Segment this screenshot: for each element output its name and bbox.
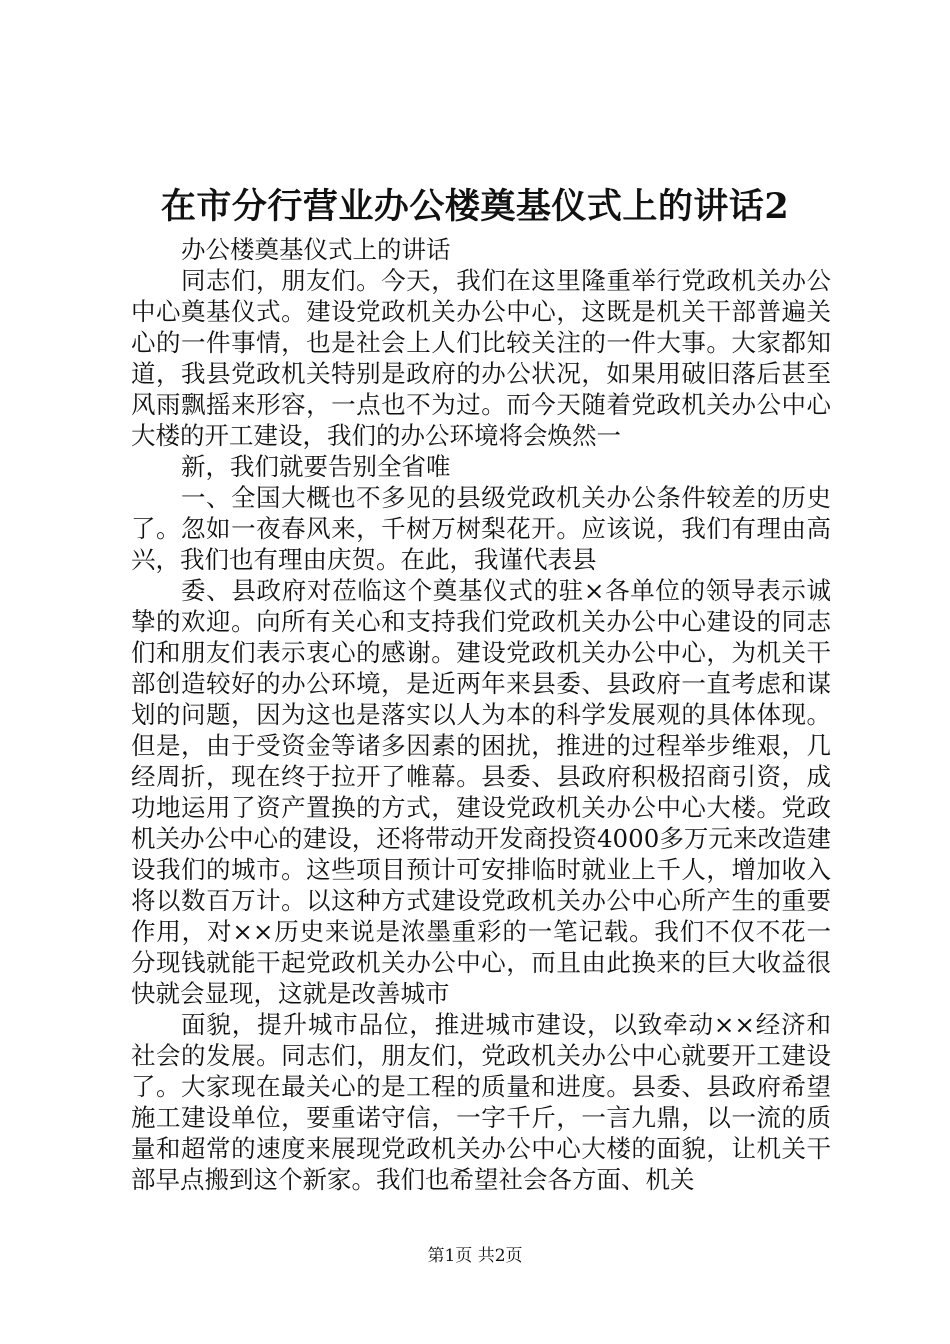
document-title: 在市分行营业办公楼奠基仪式上的讲话2 [160, 186, 790, 227]
document-body [131, 234, 831, 1195]
paragraph-subtitle: 办公楼奠基仪式上的讲话 [181, 235, 451, 264]
paragraph-1: 同志们，朋友们。今天，我们在这里隆重举行党政机关办公中心奠基仪式。建设党政机关办公中心，这既是机关干部普遍关心的一件事情，也是社会上人们比较关注的一件大事。大家都知道，我县党政机关特别是政府的办公状况，如果用破旧落后甚至风雨飘摇来形容，一点也不为过。而今天随着党政机关办公中心大楼的开工建设，我们的办公环境将会焕然一 [131, 266, 831, 450]
page-footer: 第1页 共2页 [427, 1246, 523, 1266]
paragraph-3: 一、全国大概也不多见的县级党政机关办公条件较差的历史了。忽如一夜春风来，千树万树梨花开。应该说，我们有理由高兴，我们也有理由庆贺。在此，我谨代表县 [131, 483, 831, 574]
paragraph-4: 委、县政府对莅临这个奠基仪式的驻×各单位的领导表示诚挚的欢迎。向所有关心和支持我们党政机关办公中心建设的同志们和朋友们表示衷心的感谢。建设党政机关办公中心，为机关干部创造较好的办公环境，是近两年来县委、县政府一直考虑和谋划的问题，因为这也是落实以人为本的科学发展观的具体体现。但是，由于受资金等诸多因素的困扰，推进的过程举步维艰，几经周折，现在终于拉开了帷幕。县委、县政府积极招商引资，成功地运用了资产置换的方式，建设党政机关办公中心大楼。党政机关办公中心的建设，还将带动开发商投资4000多万元来改造建设我们的城市。这些项目预计可安排临时就业上千人，增加收入将以数百万计。以这种方式建设党政机关办公中心所产生的重要作用，对××历史来说是浓墨重彩的一笔记载。我们不仅不花一分现钱就能干起党政机关办公中心，而且由此换来的巨大收益很快就会显现，这就是改善城市 [131, 576, 831, 1008]
paragraph-5: 面貌，提升城市品位，推进城市建设，以致牵动××经济和社会的发展。同志们，朋友们，党政机关办公中心就要开工建设了。大家现在最关心的是工程的质量和进度。县委、县政府希望施工建设单位，要重诺守信，一字千斤，一言九鼎，以一流的质量和超常的速度来展现党政机关办公中心大楼的面貌，让机关干部早点搬到这个新家。我们也希望社会各方面、机关 [131, 1010, 831, 1194]
paragraph-2: 新，我们就要告别全省唯 [181, 452, 451, 481]
